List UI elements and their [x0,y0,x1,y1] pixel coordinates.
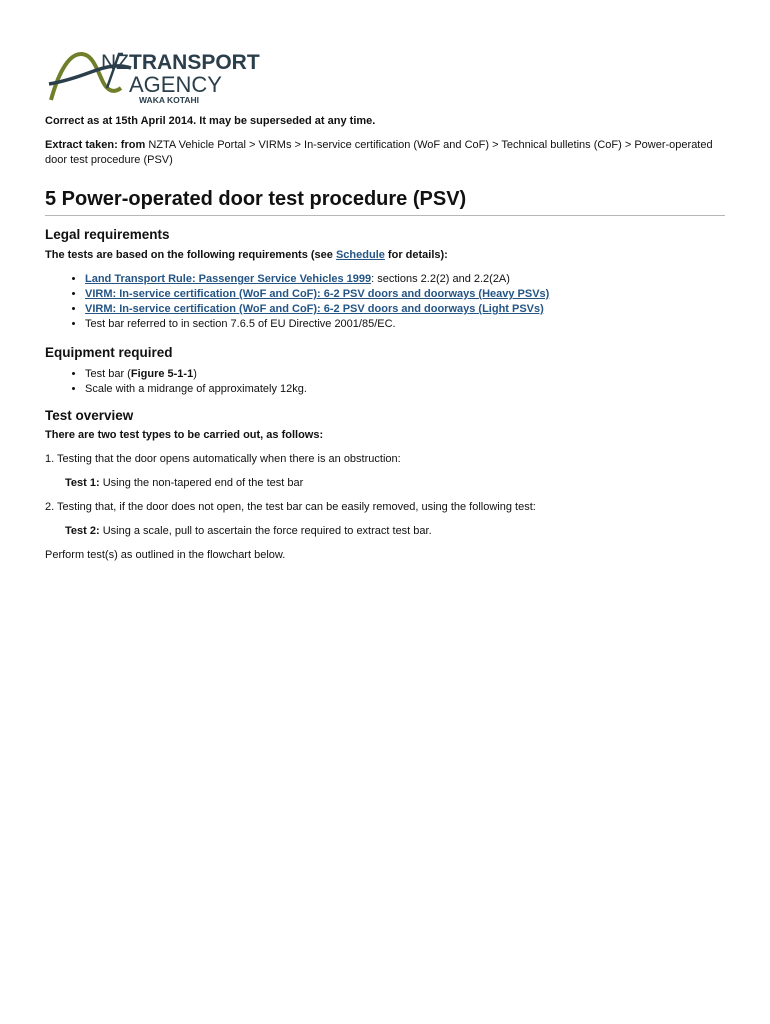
nz-transport-agency-logo [47,48,307,104]
step-2: 2. Testing that, if the door does not open, the test bar can be easily removed, using the following test: [45,501,536,513]
page-title: 5 Power-operated door test procedure (PSV) [45,187,725,216]
test-2 [45,524,725,539]
test-2-label: Test 2: [65,525,100,537]
currency-notice: Correct as at 15th April 2014. It may be superseded at any time. [45,115,376,127]
extract-label: Extract taken: from [45,139,146,151]
perform-note: Perform test(s) as outlined in the flowchart below. [45,549,286,561]
extract-breadcrumb [45,138,725,168]
legal-intro-pre: The tests are based on the following requirements (see [45,249,336,261]
equipment-list [45,367,725,397]
list-item [85,382,725,397]
equip-text: Scale with a midrange of approximately 12kg. [85,383,307,395]
test-overview-heading: Test overview [45,408,134,423]
list-item [85,287,725,302]
logo-graphic [47,48,307,104]
logo-transport-text: TRANSPORT [129,51,260,74]
legal-requirements-heading: Legal requirements [45,227,170,242]
legal-intro-post: for details): [384,249,448,261]
test-1-label: Test 1: [65,477,100,489]
logo-waka-text: WAKA KOTAHI [139,95,199,104]
step-1: 1. Testing that the door opens automatically when there is an obstruction: [45,453,401,465]
equipment-heading: Equipment required [45,345,173,360]
equip-text: ) [193,368,197,380]
legal-intro [45,248,725,263]
document-content [45,114,725,572]
list-item [85,302,725,317]
pass-service-rule-link[interactable]: Land Transport Rule: Passenger Service Vehicles 1999 [85,273,372,285]
list-item [85,367,725,382]
test-1 [45,476,725,491]
logo-nz-text: NZ [101,51,129,74]
requirements-list [45,272,725,332]
test-1-text: Using the non-tapered end of the test bar [99,477,304,489]
list-item-text: Test bar referred to in section 7.6.5 of EU Directive 2001/85/EC. [85,318,396,330]
list-item-text: : sections 2.2(2) and 2.2(2A) [371,273,510,285]
test-2-text: Using a scale, pull to ascertain the force required to extract test bar. [99,525,432,537]
extract-path: NZTA Vehicle Portal > VIRMs > In-service certification (WoF and CoF) > Technical bulletins (CoF) > Power-operated door test procedure (PSV) [45,139,713,166]
schedule-link[interactable]: Schedule [335,249,385,261]
overview-intro: There are two test types to be carried out, as follows: [45,429,324,441]
virm-heavy-psv-link[interactable]: VIRM: In-service certification (WoF and CoF): 6-2 PSV doors and doorways (Heavy PSVs) [85,288,550,300]
list-item [85,317,725,332]
equip-text: Test bar ( [85,368,131,380]
list-item [85,272,725,287]
virm-light-psv-link[interactable]: VIRM: In-service certification (WoF and CoF): 6-2 PSV doors and doorways (Light PSVs) [85,303,544,315]
logo-agency-text: AGENCY [129,72,222,97]
figure-reference: Figure 5-1-1 [130,368,194,380]
